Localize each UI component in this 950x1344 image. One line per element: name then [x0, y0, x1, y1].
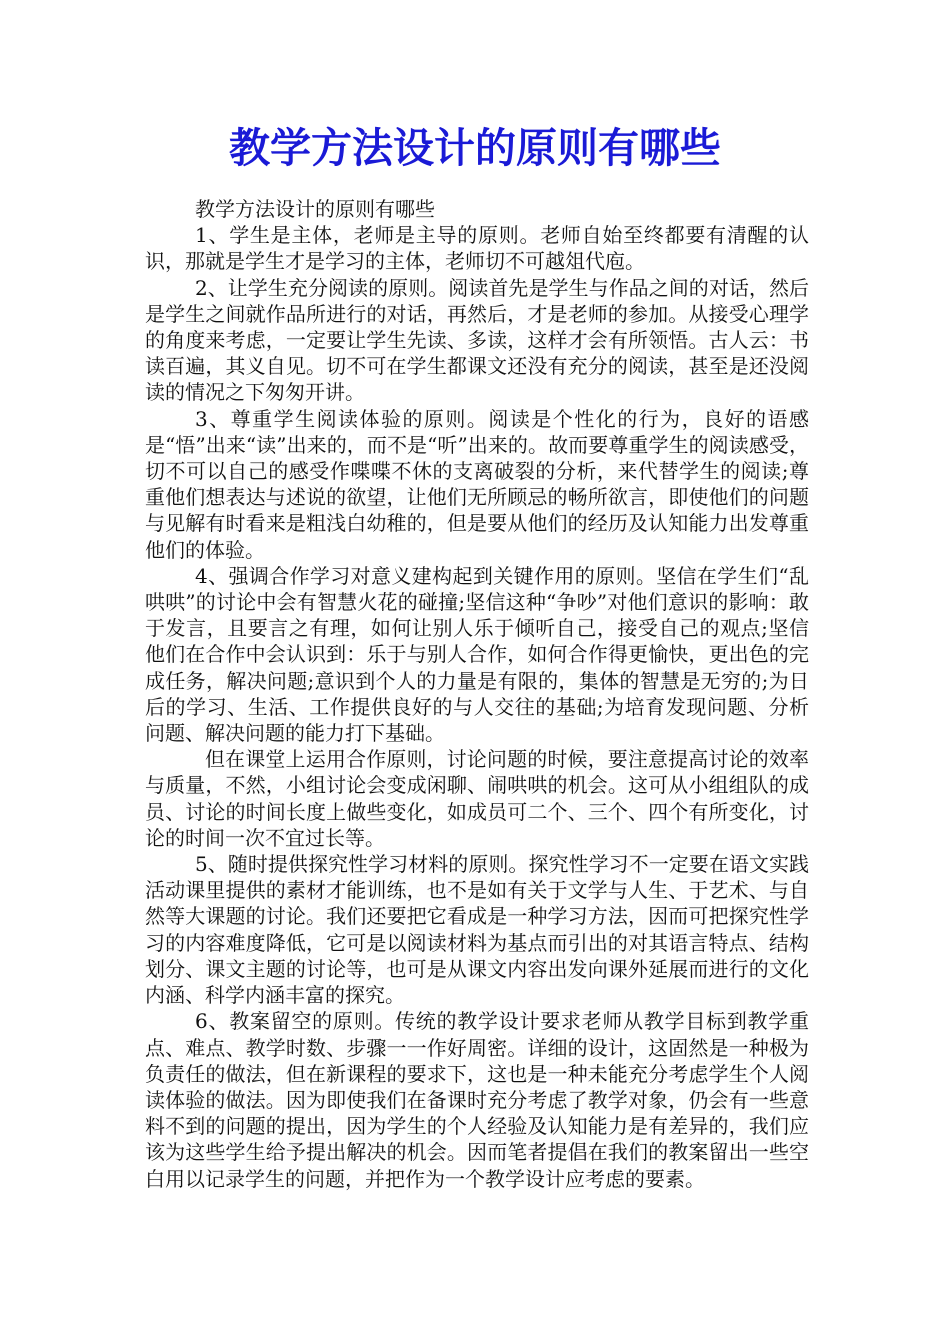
paragraph-principle-3: 3、尊重学生阅读体验的原则。阅读是个性化的行为，良好的语感是“悟”出来“读”出来的，而不是“听”出来的。故而要尊重学生的阅读感受，切不可以自己的感受作喋喋不休的支离破裂的分析，来代替学生的阅读;尊重他们想表达与述说的欲望，让他们无所顾忌的畅所欲言，即使他们的问题与见解有时看来是粗浅白幼稚的，但是要从他们的经历及认知能力出发尊重他们的体验。 [145, 406, 809, 562]
paragraph-principle-1: 1、学生是主体，老师是主导的原则。老师自始至终都要有清醒的认识，那就是学生才是学习的主体，老师切不可越俎代庖。 [145, 223, 809, 274]
document-body [145, 196, 809, 1192]
paragraph-principle-2: 2、让学生充分阅读的原则。阅读首先是学生与作品之间的对话，然后是学生之间就作品所进行的对话，再然后，才是老师的参加。从接受心理学的角度来考虑，一定要让学生先读、多读，这样才会有所领悟。古人云：书读百遍，其义自见。切不可在学生都课文还没有充分的阅读，甚至是还没阅读的情况之下匆匆开讲。 [145, 275, 809, 405]
paragraph-principle-5: 5、随时提供探究性学习材料的原则。探究性学习不一定要在语文实践活动课里提供的素材才能训练，也不是如有关于文学与人生、于艺术、与自然等大课题的讨论。我们还要把它看成是一种学习方法，因而可把探究性学习的内容难度降低，它可是以阅读材料为基点而引出的对其语言特点、结构划分、课文主题的讨论等，也可是从课文内容出发向课外延展而进行的文化内涵、科学内涵丰富的探究。 [145, 852, 809, 1008]
page-title: 教学方法设计的原则有哪些 [229, 124, 721, 172]
paragraph-principle-4: 4、强调合作学习对意义建构起到关键作用的原则。坚信在学生们“乱哄哄”的讨论中会有智慧火花的碰撞;坚信这种“争吵”对他们意识的影响：敢于发言，且要言之有理，如何让别人乐于倾听自己，接受自己的观点;坚信他们在合作中会认识到：乐于与别人合作，如何合作得更愉快，更出色的完成任务，解决问题;意识到个人的力量是有限的，集体的智慧是无穷的;为日后的学习、生活、工作提供良好的与人交往的基础;为培育发现问题、分析问题、解决问题的能力打下基础。 [145, 563, 809, 746]
paragraph-intro: 教学方法设计的原则有哪些 [195, 197, 435, 221]
paragraph-principle-6: 6、教案留空的原则。传统的教学设计要求老师从教学目标到教学重点、难点、教学时数、步骤一一作好周密。详细的设计，这固然是一种极为负责任的做法，但在新课程的要求下，这也是一种未能充分考虑学生个人阅读体验的做法。因为即使我们在备课时充分考虑了教学对象，仍会有一些意料不到的问题的提出，因为学生的个人经验及认知能力是有差异的，我们应该为这些学生给予提出解决的机会。因而笔者提倡在我们的教案留出一些空白用以记录学生的问题，并把作为一个教学设计应考虑的要素。 [145, 1009, 809, 1191]
paragraph-principle-4-note: 但在课堂上运用合作原则，讨论问题的时候，要注意提高讨论的效率与质量，不然，小组讨论会变成闲聊、闹哄哄的机会。这可从小组组队的成员、讨论的时间长度上做些变化，如成员可二个、三个、四个有所变化，讨论的时间一次不宜过长等。 [145, 747, 809, 850]
